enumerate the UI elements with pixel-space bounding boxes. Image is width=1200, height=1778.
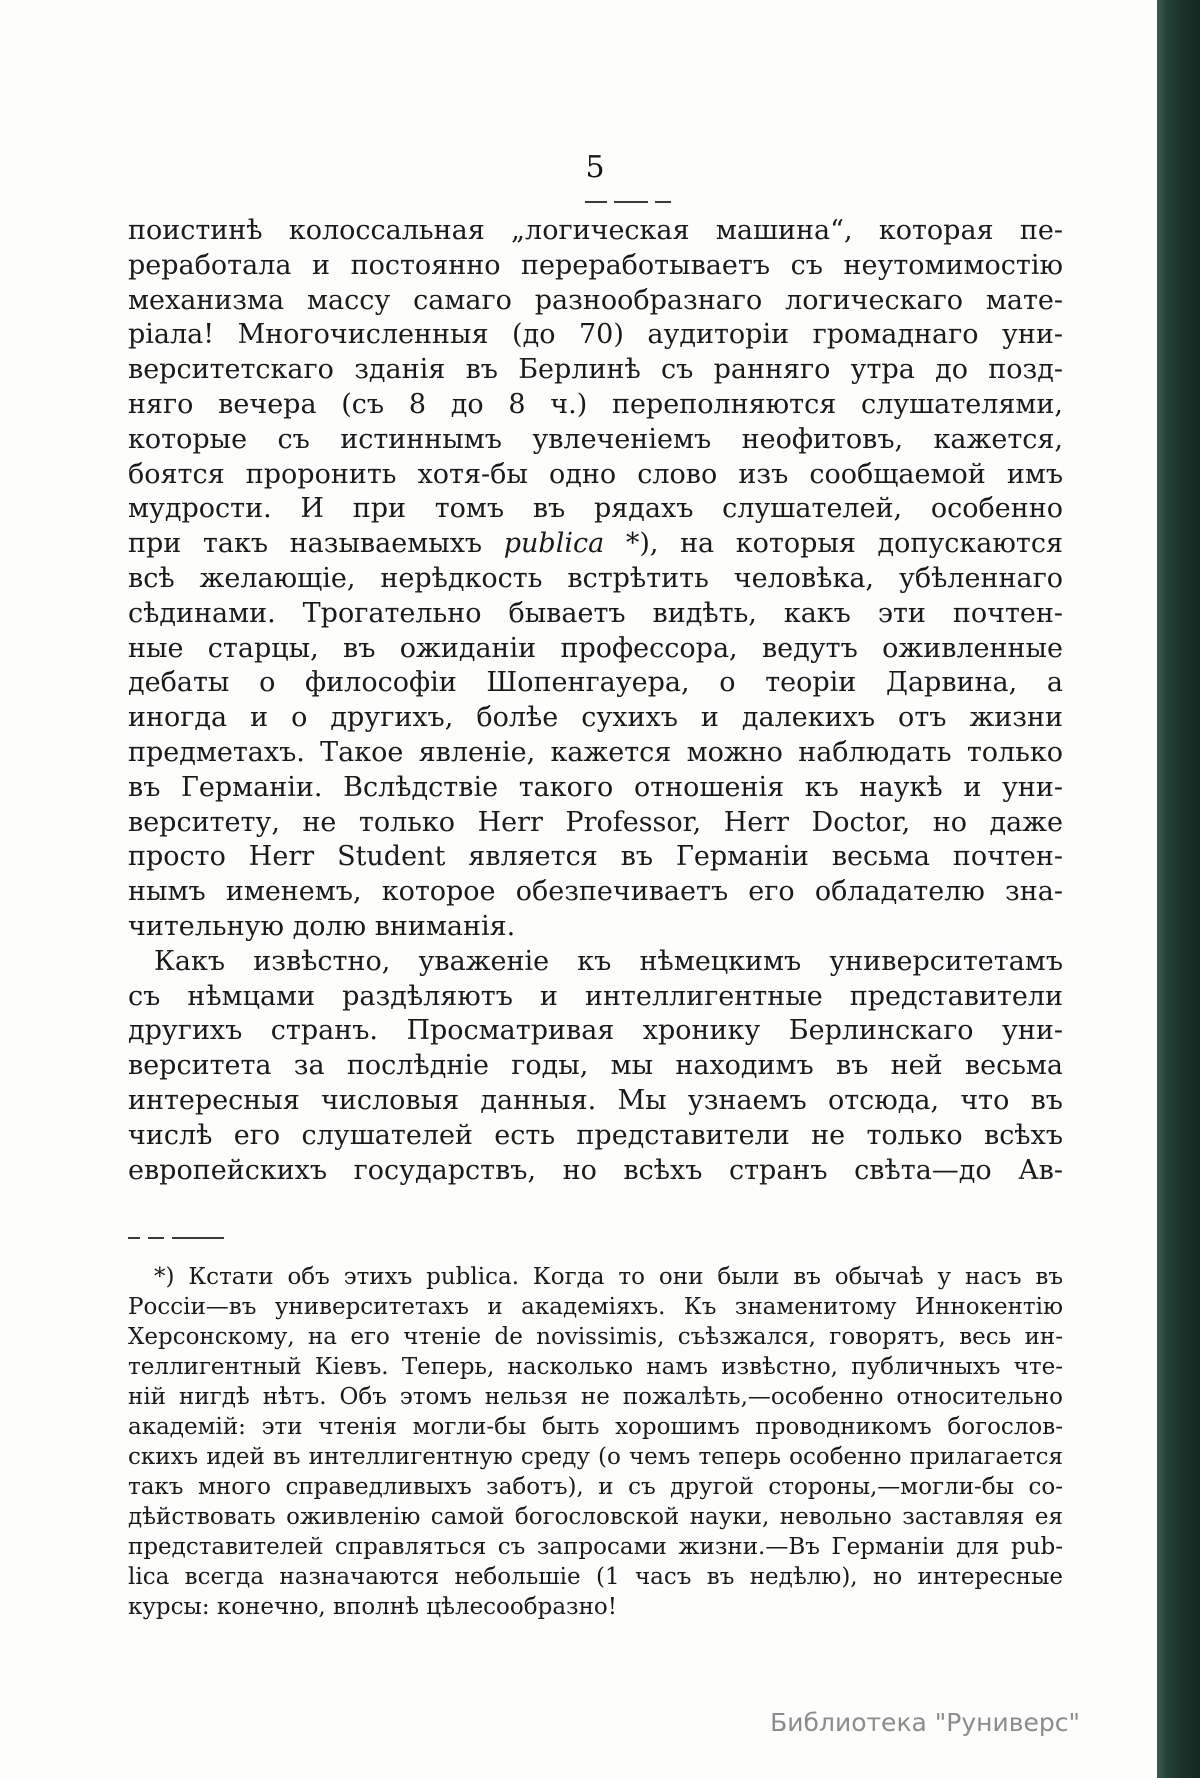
footnote-line: *) Кстати объ этихъ publica. Когда то они были въ обычаѣ у насъ въ: [154, 1264, 1063, 1290]
main-text-line: сѣдинами. Трогательно бываетъ видѣть, какъ эти почтен-: [128, 597, 1063, 629]
main-text-line: Какъ извѣстно, уваженіе къ нѣмецкимъ университетамъ: [154, 945, 1063, 977]
footnote-line: ній нигдѣ нѣтъ. Объ этомъ нельзя не пожалѣть,—особенно относительно: [128, 1384, 1063, 1410]
main-text-line: при такъ называемыхъ publica *), на которыя допускаются: [128, 528, 1063, 560]
main-text-line: просто Herr Student является въ Германіи весьма почтен-: [128, 841, 1063, 873]
main-text-line: всѣ желающіе, нерѣдкость встрѣтить человѣка, убѣленнаго: [128, 562, 1063, 594]
book-edge-strip: [1157, 0, 1200, 1778]
footnote-line: Херсонскому, на его чтеніе de novissimis, съѣзжался, говорятъ, весь ин-: [128, 1324, 1063, 1350]
footnote-line: скихъ идей въ интеллигентную среду (о чемъ теперь особенно прилагается: [128, 1444, 1063, 1470]
main-text-line: реработала и постоянно переработываетъ съ неутомимостію: [128, 249, 1063, 281]
main-text-line: ные старцы, въ ожиданіи профессора, ведутъ оживленные: [128, 632, 1063, 664]
main-text-line: механизма массу самаго разнообразнаго логическаго мате-: [128, 284, 1063, 316]
footnote-line: дѣйствовать оживленію самой богословской науки, невольно заставляя ея: [128, 1504, 1063, 1530]
main-text-line: ріала! Многочисленныя (до 70) аудиторіи громаднаго уни-: [128, 319, 1063, 351]
main-text-line: интересныя числовыя данныя. Мы узнаемъ отсюда, что въ: [128, 1084, 1063, 1116]
footnote-line: lica всегда назначаются небольшіе (1 часъ въ недѣлю), но интересные: [128, 1564, 1063, 1590]
rule-dash: [172, 1237, 224, 1239]
main-text-line: дебаты о философіи Шопенгауера, о теоріи Дарвина, а: [128, 667, 1063, 699]
page-number: 5: [585, 150, 606, 185]
footnote-block: [128, 1262, 1063, 1622]
main-text-line: нымъ именемъ, которое обезпечиваетъ его обладателю зна-: [128, 876, 1063, 908]
main-text-line: чительную долю вниманія.: [128, 910, 516, 942]
main-text-line: которые съ истиннымъ увлеченіемъ неофитовъ, кажется,: [128, 423, 1063, 455]
footnote-line: Россіи—въ университетахъ и академіяхъ. Къ знаменитому Иннокентію: [128, 1294, 1063, 1320]
main-text-line: поистинѣ колоссальная „логическая машина“, которая пе-: [128, 215, 1063, 246]
main-text-line: боятся проронить хотя-бы одно слово изъ сообщаемой имъ: [128, 458, 1063, 490]
footnote-line: представителей справляться съ запросами жизни.—Въ Германіи для pub-: [128, 1534, 1063, 1560]
footnote-line: такъ много справедливыхъ заботъ), и съ другой стороны,—могли-бы со-: [128, 1474, 1063, 1500]
library-watermark: Библиотека "Руниверс": [770, 1708, 1080, 1737]
main-text-line: верситетскаго зданія въ Берлинѣ съ ранняго утра до позд-: [128, 354, 1063, 386]
main-text-line: мудрости. И при томъ въ рядахъ слушателей, особенно: [128, 493, 1063, 525]
footnote-separator: [128, 1236, 228, 1239]
main-text-block: [128, 214, 1063, 1188]
main-text-line: няго вечера (съ 8 до 8 ч.) переполняются слушателями,: [128, 388, 1063, 420]
rule-dash: [148, 1237, 164, 1239]
footnote-line: теллигентный Кіевъ. Теперь, насколько намъ извѣстно, публичныхъ чте-: [128, 1354, 1063, 1380]
page-number-rule: [585, 200, 671, 203]
rule-dash: [128, 1237, 140, 1239]
main-text-line: иногда и о другихъ, болѣе сухихъ и далекихъ отъ жизни: [128, 702, 1063, 734]
rule-dash: [655, 201, 671, 203]
rule-dash: [585, 201, 607, 203]
main-text-line: верситета за послѣдніе годы, мы находимъ въ ней весьма: [128, 1050, 1063, 1082]
main-text-line: предметахъ. Такое явленіе, кажется можно наблюдать только: [128, 736, 1063, 768]
main-text-line: другихъ странъ. Просматривая хронику Берлинскаго уни-: [128, 1015, 1063, 1047]
main-text-line: въ Германіи. Вслѣдствіе такого отношенія къ наукѣ и уни-: [128, 771, 1063, 803]
rule-dash: [614, 201, 648, 203]
main-text-line: верситету, не только Herr Professor, Herr Doctor, но даже: [128, 806, 1063, 838]
footnote-line: академій: эти чтенія могли-бы быть хорошимъ проводникомъ богослов-: [128, 1414, 1063, 1440]
main-text-line: европейскихъ государствъ, но всѣхъ странъ свѣта—до Ав-: [128, 1154, 1063, 1186]
main-text-line: съ нѣмцами раздѣляютъ и интеллигентные представители: [128, 980, 1063, 1012]
main-text-line: числѣ его слушателей есть представители не только всѣхъ: [128, 1119, 1063, 1151]
footnote-line: курсы: конечно, вполнѣ цѣлесообразно!: [128, 1594, 617, 1620]
